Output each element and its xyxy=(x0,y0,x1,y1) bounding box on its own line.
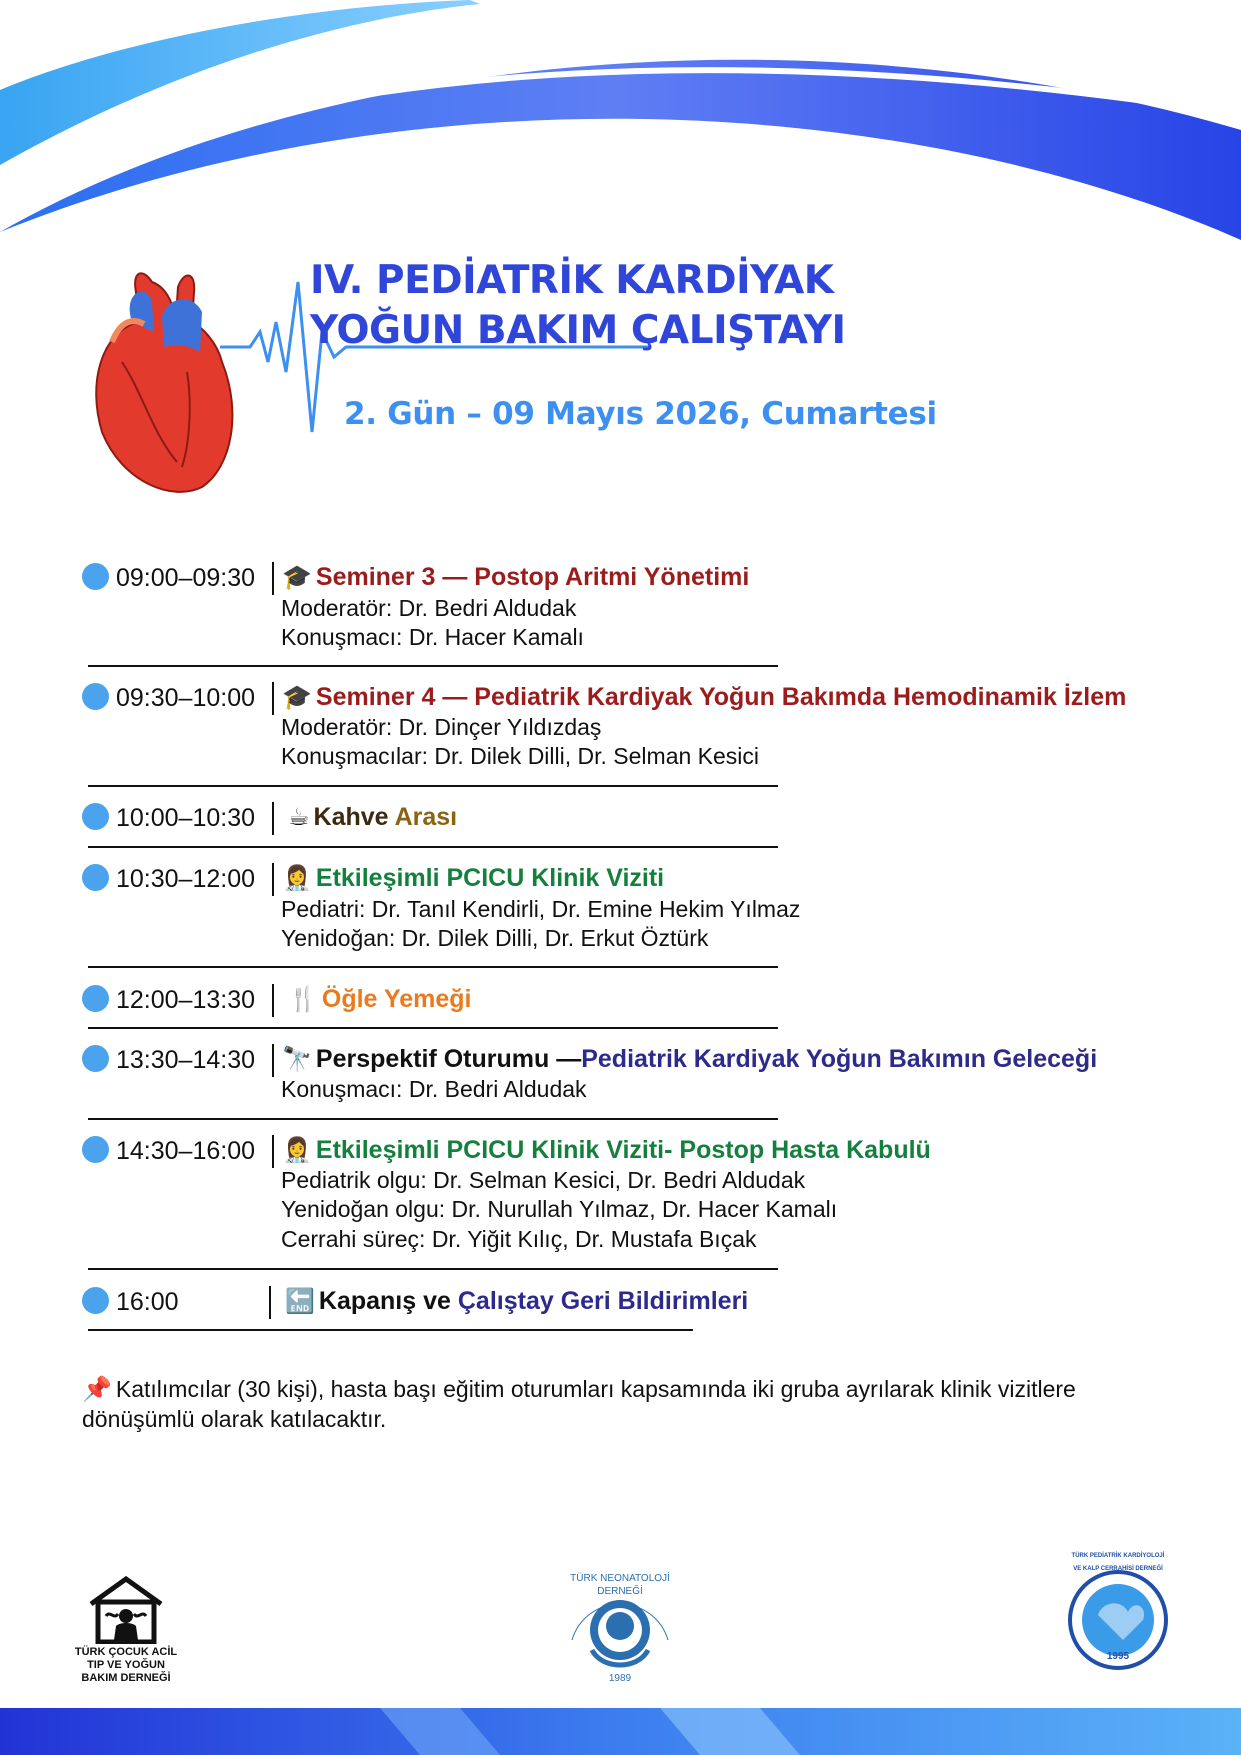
center-logo-year: 1989 xyxy=(608,1673,632,1684)
left-logo-caption: TÜRK ÇOCUK ACİL TIP VE YOĞUN BAKIM DERNEĞİ xyxy=(74,1646,178,1684)
divider xyxy=(88,785,778,787)
session-detail: Pediatrik olgu: Dr. Selman Kesici, Dr. Bedri Aldudak xyxy=(281,1167,806,1193)
session-time: 12:00–13:30 xyxy=(116,986,256,1014)
session-time: 10:30–12:00 xyxy=(116,865,256,893)
session-detail: Yenidoğan: Dr. Dilek Dilli, Dr. Erkut Öztürk xyxy=(281,925,709,951)
health-worker-icon: 👩‍⚕️ xyxy=(282,864,312,892)
session-detail: Moderatör: Dr. Dinçer Yıldızdaş xyxy=(281,714,602,740)
bullet-dot xyxy=(82,1287,109,1314)
divider xyxy=(88,665,778,667)
header-swoosh xyxy=(0,0,1241,250)
bullet-dot xyxy=(82,1045,109,1072)
divider xyxy=(88,966,778,968)
divider xyxy=(88,1329,693,1331)
bullet-dot xyxy=(82,864,109,891)
session-detail: Pediatri: Dr. Tanıl Kendirli, Dr. Emine Hekim Yılmaz xyxy=(281,896,801,922)
turk-cocuk-acil-logo-icon xyxy=(86,1576,166,1644)
footer-band xyxy=(0,1708,1241,1755)
fork-knife-icon: 🍴 xyxy=(288,985,318,1013)
session-detail: Konuşmacı: Dr. Bedri Aldudak xyxy=(281,1076,587,1102)
divider xyxy=(88,1268,778,1270)
session-detail: Cerrahi süreç: Dr. Yiğit Kılıç, Dr. Mustafa Bıçak xyxy=(281,1226,757,1252)
session-title: 🎓 Seminer 3 — Postop Aritmi Yönetimi xyxy=(282,563,750,591)
pushpin-icon: 📌 xyxy=(82,1375,112,1403)
session-detail: Konuşmacılar: Dr. Dilek Dilli, Dr. Selman Kesici xyxy=(281,743,760,769)
bullet-dot xyxy=(82,1136,109,1163)
event-date-subtitle: 2. Gün – 09 Mayıs 2026, Cumartesi xyxy=(344,396,937,432)
session-detail: Moderatör: Dr. Bedri Aldudak xyxy=(281,595,577,621)
time-separator xyxy=(272,1044,274,1077)
time-separator xyxy=(272,562,274,595)
session-time: 14:30–16:00 xyxy=(116,1137,256,1165)
session-time: 10:00–10:30 xyxy=(116,804,256,832)
coffee-icon: ☕ xyxy=(288,803,310,831)
graduation-cap-icon: 🎓 xyxy=(282,563,312,591)
session-title: 🍴 Öğle Yemeği xyxy=(288,985,472,1013)
graduation-cap-icon: 🎓 xyxy=(282,683,312,711)
session-detail: Yenidoğan olgu: Dr. Nurullah Yılmaz, Dr. Hacer Kamalı xyxy=(281,1196,838,1222)
title-line-1: IV. PEDİATRİK KARDİYAK xyxy=(310,258,834,303)
session-title: 👩‍⚕️ Etkileşimli PCICU Klinik Viziti xyxy=(282,864,665,892)
right-logo-ring-text: TÜRK PEDİATRİK KARDİYOLOJİ VE KALP CERRAHİSİ DERNEĞİ xyxy=(1071,1553,1165,1572)
session-detail: Konuşmacı: Dr. Hacer Kamalı xyxy=(281,624,584,650)
time-separator xyxy=(272,802,274,835)
divider xyxy=(88,1027,778,1029)
bullet-dot xyxy=(82,803,109,830)
time-separator xyxy=(272,984,274,1017)
session-title: 🎓 Seminer 4 — Pediatrik Kardiyak Yoğun Bakımda Hemodinamik İzlem xyxy=(282,683,1127,711)
participants-note: 📌 Katılımcılar (30 kişi), hasta başı eğitim oturumları kapsamında iki gruba ayrılarak klinik vizitlere dönüşümlü olarak katılacaktır. xyxy=(82,1375,1076,1432)
bullet-dot xyxy=(82,985,109,1012)
time-separator xyxy=(272,863,274,896)
health-worker-icon: 👩‍⚕️ xyxy=(282,1136,312,1164)
telescope-icon: 🔭 xyxy=(282,1045,312,1073)
session-time: 13:30–14:30 xyxy=(116,1046,256,1074)
session-time: 09:00–09:30 xyxy=(116,564,256,592)
title-line-2: YOĞUN BAKIM ÇALIŞTAYI xyxy=(310,308,846,353)
time-separator xyxy=(272,1135,274,1168)
divider xyxy=(88,846,778,848)
right-logo-year: 1995 xyxy=(1106,1651,1130,1662)
session-time: 09:30–10:00 xyxy=(116,684,256,712)
time-separator xyxy=(272,682,274,715)
session-title: 👩‍⚕️ Etkileşimli PCICU Klinik Viziti- Postop Hasta Kabulü xyxy=(282,1136,931,1164)
bullet-dot xyxy=(82,683,109,710)
end-arrow-icon: 🔚 xyxy=(285,1287,315,1315)
time-separator xyxy=(269,1286,271,1319)
bullet-dot xyxy=(82,563,109,590)
session-title: 🔭 Perspektif Oturumu —Pediatrik Kardiyak Yoğun Bakımın Geleceği xyxy=(282,1045,1098,1073)
session-time: 16:00 xyxy=(116,1288,179,1316)
session-title: 🔚 Kapanış ve Çalıştay Geri Bildirimleri xyxy=(285,1287,749,1315)
session-title: ☕ Kahve Arası xyxy=(288,803,458,831)
divider xyxy=(88,1118,778,1120)
center-logo-ring-text: TÜRK NEONATOLOJİ DERNEĞİ xyxy=(570,1573,670,1597)
